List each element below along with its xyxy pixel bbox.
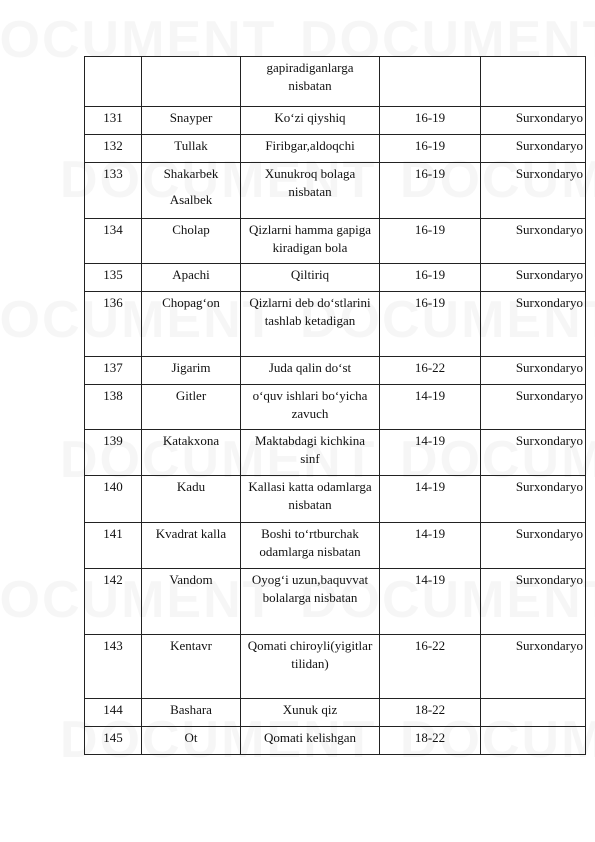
row-number-cell: 143 xyxy=(85,635,142,699)
nickname-cell xyxy=(142,635,241,699)
nickname-text: Kadu xyxy=(176,479,206,494)
meaning-cell: Qizlarni deb do‘stlarini tashlab ketadigan xyxy=(241,292,380,357)
region-cell: Surxondaryo xyxy=(481,385,586,430)
nickname-text: Tullak xyxy=(174,138,208,153)
age-range-cell: 18-22 xyxy=(380,727,481,755)
table-body xyxy=(85,57,586,755)
meaning-cell: gapiradiganlarga nisbatan xyxy=(241,57,380,107)
age-range-cell: 16-22 xyxy=(380,635,481,699)
region-cell xyxy=(481,727,586,755)
nickname-text: Shakarbek xyxy=(163,166,219,181)
region-cell xyxy=(481,57,586,107)
row-number-cell xyxy=(85,57,142,107)
meaning-cell: Oyog‘i uzun,baquvvat bolalarga nisbatan xyxy=(241,569,380,635)
table-row xyxy=(85,430,586,476)
nickname-text: Cholap xyxy=(172,222,210,237)
region-cell: Surxondaryo xyxy=(481,357,586,385)
age-range-cell: 14-19 xyxy=(380,430,481,476)
region-cell: Surxondaryo xyxy=(481,635,586,699)
nickname-cell xyxy=(142,569,241,635)
age-range-cell: 16-19 xyxy=(380,292,481,357)
nickname-cell xyxy=(142,57,241,107)
row-number-cell: 138 xyxy=(85,385,142,430)
row-number-cell: 141 xyxy=(85,523,142,569)
row-number-cell: 142 xyxy=(85,569,142,635)
table-row xyxy=(85,699,586,727)
table-row xyxy=(85,357,586,385)
nickname-text: Bashara xyxy=(170,702,212,717)
region-cell: Surxondaryo xyxy=(481,219,586,264)
meaning-cell: Xunukroq bolaga nisbatan xyxy=(241,163,380,219)
age-range-cell xyxy=(380,57,481,107)
nickname-text: Kvadrat kalla xyxy=(155,526,227,541)
meaning-cell: Kallasi katta odamlarga nisbatan xyxy=(241,476,380,523)
meaning-cell: Qomati chiroyli(yigitlar tilidan) xyxy=(241,635,380,699)
nickname-text: Ot xyxy=(184,730,198,745)
age-range-cell: 16-22 xyxy=(380,357,481,385)
slang-table xyxy=(84,56,586,755)
nickname-text: Jigarim xyxy=(171,360,211,375)
row-number-cell: 132 xyxy=(85,135,142,163)
nickname-cell xyxy=(142,385,241,430)
table-row xyxy=(85,57,586,107)
age-range-cell: 14-19 xyxy=(380,476,481,523)
row-number-cell: 134 xyxy=(85,219,142,264)
region-cell: Surxondaryo xyxy=(481,569,586,635)
age-range-cell: 14-19 xyxy=(380,385,481,430)
nickname-cell xyxy=(142,135,241,163)
nickname-cell xyxy=(142,264,241,292)
region-cell: Surxondaryo xyxy=(481,135,586,163)
row-number-cell: 145 xyxy=(85,727,142,755)
nickname-text: Apachi xyxy=(172,267,210,282)
nickname-cell xyxy=(142,699,241,727)
nickname-cell xyxy=(142,523,241,569)
table-row xyxy=(85,219,586,264)
table-row xyxy=(85,135,586,163)
table-row xyxy=(85,635,586,699)
nickname-cell xyxy=(142,292,241,357)
table-row xyxy=(85,292,586,357)
nickname-text: Kentavr xyxy=(170,638,212,653)
meaning-cell: o‘quv ishlari bo‘yicha zavuch xyxy=(241,385,380,430)
table-row xyxy=(85,476,586,523)
meaning-cell: Juda qalin do‘st xyxy=(241,357,380,385)
nickname-text: Gitler xyxy=(175,388,207,403)
region-cell: Surxondaryo xyxy=(481,523,586,569)
meaning-cell: Ko‘zi qiyshiq xyxy=(241,107,380,135)
table-row xyxy=(85,523,586,569)
nickname-cell xyxy=(142,727,241,755)
age-range-cell: 18-22 xyxy=(380,699,481,727)
row-number-cell: 131 xyxy=(85,107,142,135)
row-number-cell: 140 xyxy=(85,476,142,523)
meaning-cell: Qizlarni hamma gapiga kiradigan bola xyxy=(241,219,380,264)
nickname-text: Asalbek xyxy=(169,192,213,207)
age-range-cell: 14-19 xyxy=(380,523,481,569)
region-cell: Surxondaryo xyxy=(481,430,586,476)
row-number-cell: 136 xyxy=(85,292,142,357)
table-row xyxy=(85,163,586,219)
table-row xyxy=(85,264,586,292)
region-cell: Surxondaryo xyxy=(481,264,586,292)
meaning-cell: Qiltiriq xyxy=(241,264,380,292)
age-range-cell: 16-19 xyxy=(380,107,481,135)
nickname-cell xyxy=(142,476,241,523)
nickname-text: Chopag‘on xyxy=(162,295,220,310)
meaning-cell: Maktabdagi kichkina sinf xyxy=(241,430,380,476)
row-number-cell: 133 xyxy=(85,163,142,219)
age-range-cell: 16-19 xyxy=(380,163,481,219)
meaning-cell: Boshi to‘rtburchak odamlarga nisbatan xyxy=(241,523,380,569)
region-cell: Surxondaryo xyxy=(481,292,586,357)
region-cell: Surxondaryo xyxy=(481,107,586,135)
meaning-cell: Xunuk qiz xyxy=(241,699,380,727)
table-row xyxy=(85,569,586,635)
age-range-cell: 16-19 xyxy=(380,135,481,163)
age-range-cell: 14-19 xyxy=(380,569,481,635)
nickname-cell xyxy=(142,430,241,476)
row-number-cell: 144 xyxy=(85,699,142,727)
nickname-cell xyxy=(142,107,241,135)
meaning-cell: Qomati kelishgan xyxy=(241,727,380,755)
table-row xyxy=(85,107,586,135)
region-cell: Surxondaryo xyxy=(481,476,586,523)
nickname-text: Katakxona xyxy=(162,433,220,448)
table-row xyxy=(85,727,586,755)
nickname-text: Snayper xyxy=(169,110,213,125)
region-cell: Surxondaryo xyxy=(481,163,586,219)
row-number-cell: 139 xyxy=(85,430,142,476)
meaning-cell: Firibgar,aldoqchi xyxy=(241,135,380,163)
nickname-cell xyxy=(142,163,241,219)
row-number-cell: 137 xyxy=(85,357,142,385)
age-range-cell: 16-19 xyxy=(380,264,481,292)
region-cell xyxy=(481,699,586,727)
row-number-cell: 135 xyxy=(85,264,142,292)
nickname-text: Vandom xyxy=(169,572,213,587)
nickname-cell xyxy=(142,219,241,264)
table-row xyxy=(85,385,586,430)
nickname-cell xyxy=(142,357,241,385)
age-range-cell: 16-19 xyxy=(380,219,481,264)
